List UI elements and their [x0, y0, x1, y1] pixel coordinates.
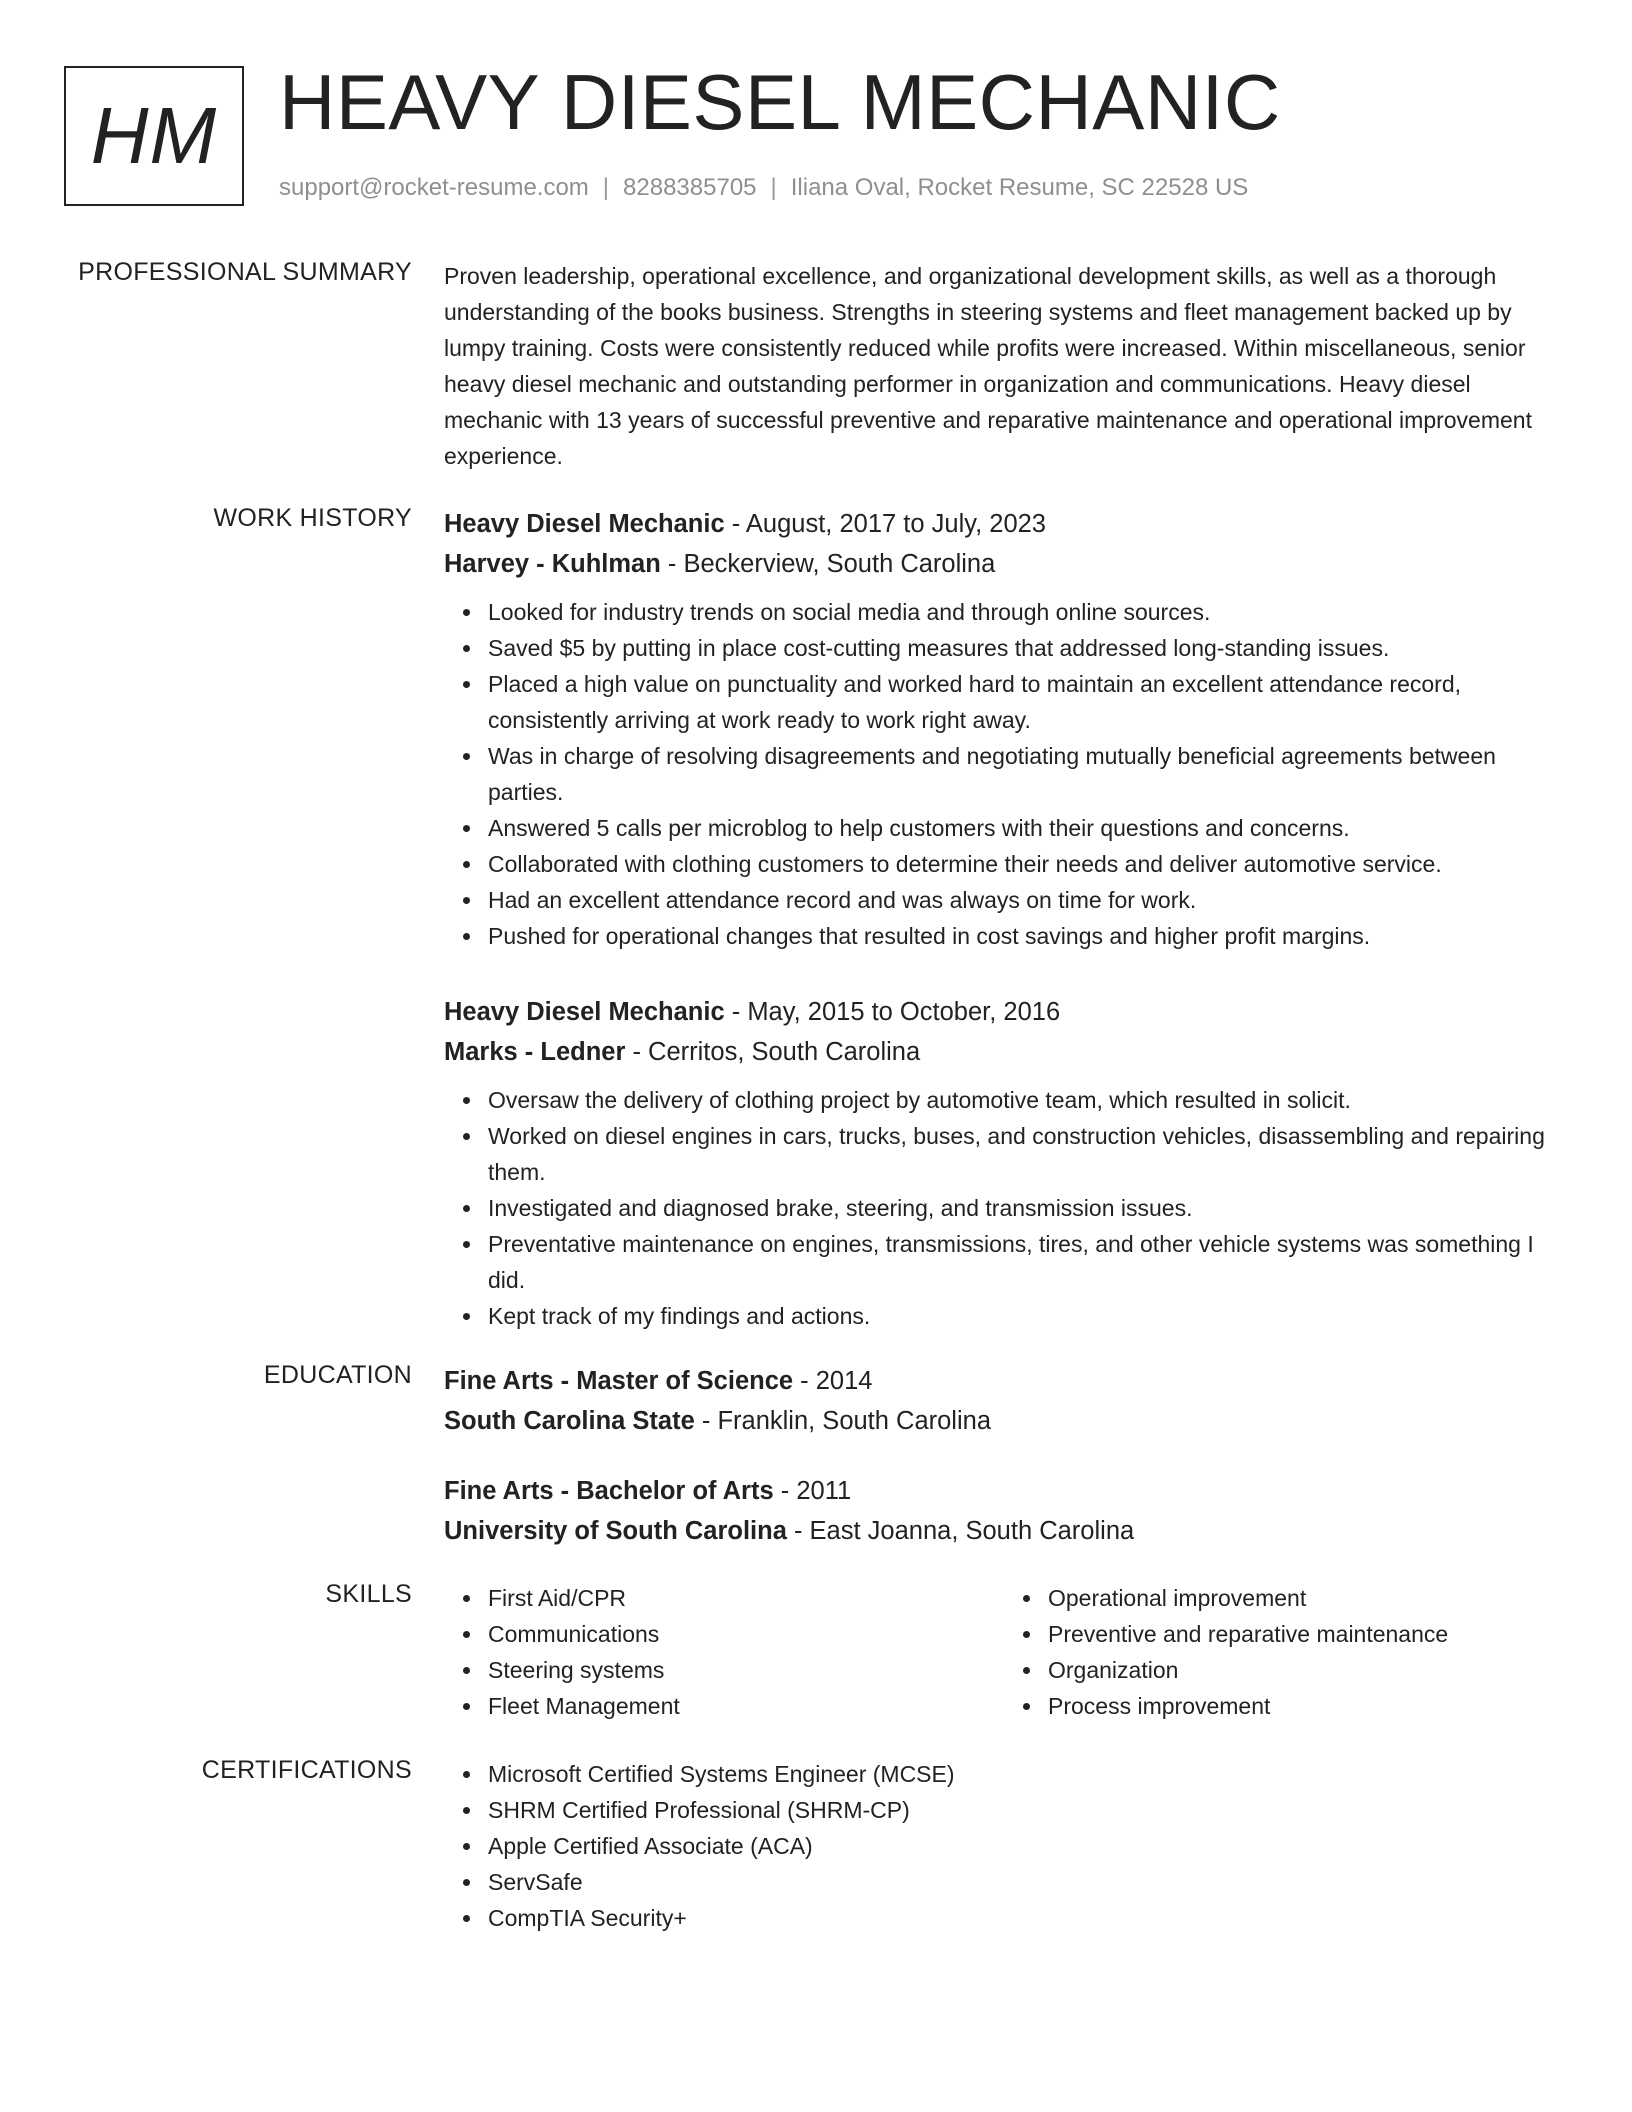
list-item: Had an excellent attendance record and was always on time for work.: [488, 882, 1564, 918]
skills-column-2: [1004, 1580, 1564, 1724]
contact-line: [279, 174, 1248, 202]
job-bullets: [444, 1082, 1564, 1334]
section-title-certifications: CERTIFICATIONS: [201, 1756, 412, 1784]
education-year: - 2014: [793, 1367, 873, 1395]
education-location: - East Joanna, South Carolina: [786, 1517, 1135, 1545]
skills-column-1: [444, 1580, 1004, 1724]
job-title-line: [444, 992, 1564, 1032]
job-role: Heavy Diesel Mechanic: [444, 510, 725, 538]
job-entry: [444, 504, 1564, 954]
education-entry: [444, 1361, 1564, 1441]
education-school: South Carolina State: [444, 1407, 695, 1435]
job-company-line: [444, 544, 1564, 584]
list-item: CompTIA Security+: [488, 1900, 1564, 1936]
job-company-line: [444, 1032, 1564, 1072]
list-item: Worked on diesel engines in cars, trucks, buses, and construction vehicles, disassembling and repairing them.: [488, 1118, 1564, 1190]
list-item: First Aid/CPR: [488, 1580, 1004, 1616]
summary-text: Proven leadership, operational excellence, and organizational development skills, as well as a thorough understanding of the books business. Strengths in steering systems and fleet management backed up by lumpy training. Costs were consistently reduced while profits were increased. Within miscellaneous, senior heavy diesel mechanic and outstanding performer in organization and communications. Heavy diesel mechanic with 13 years of successful preventive and reparative maintenance and operational improvement experience.: [444, 263, 1532, 469]
skills-body: [444, 1580, 1564, 1724]
list-item: Organization: [1048, 1652, 1564, 1688]
list-item: Investigated and diagnosed brake, steering, and transmission issues.: [488, 1190, 1564, 1226]
list-item: Looked for industry trends on social media and through online sources.: [488, 594, 1564, 630]
job-entry: [444, 992, 1564, 1334]
resume-title: HEAVY DIESEL MECHANIC: [279, 58, 1281, 146]
contact-address: Iliana Oval, Rocket Resume, SC 22528 US: [790, 174, 1249, 201]
monogram-initials: HM: [90, 91, 218, 180]
list-item: Preventative maintenance on engines, transmissions, tires, and other vehicle systems was something I did.: [488, 1226, 1564, 1298]
list-item: Placed a high value on punctuality and worked hard to maintain an excellent attendance record, consistently arriving at work ready to work right away.: [488, 666, 1564, 738]
education-entry: [444, 1471, 1564, 1551]
section-title-work-history: WORK HISTORY: [213, 504, 412, 532]
list-item: Operational improvement: [1048, 1580, 1564, 1616]
section-title-education: EDUCATION: [263, 1361, 412, 1389]
list-item: Oversaw the delivery of clothing project by automotive team, which resulted in solicit.: [488, 1082, 1564, 1118]
job-location: - Beckerview, South Carolina: [660, 550, 996, 578]
monogram-box: [64, 66, 244, 206]
education-degree: Fine Arts - Bachelor of Arts: [444, 1477, 774, 1505]
list-item: Preventive and reparative maintenance: [1048, 1616, 1564, 1652]
job-bullets: [444, 594, 1564, 954]
list-item: Communications: [488, 1616, 1004, 1652]
job-dates: - August, 2017 to July, 2023: [724, 510, 1046, 538]
job-title-line: [444, 504, 1564, 544]
skills-columns: [444, 1580, 1564, 1724]
job-role: Heavy Diesel Mechanic: [444, 998, 725, 1026]
work-history-body: [444, 504, 1564, 1372]
contact-email: support@rocket-resume.com: [279, 174, 589, 201]
job-company: Harvey - Kuhlman: [444, 550, 661, 578]
list-item: Apple Certified Associate (ACA): [488, 1828, 1564, 1864]
list-item: Pushed for operational changes that resulted in cost savings and higher profit margins.: [488, 918, 1564, 954]
list-item: SHRM Certified Professional (SHRM-CP): [488, 1792, 1564, 1828]
education-body: [444, 1361, 1564, 1581]
education-school-line: [444, 1401, 1564, 1441]
job-location: - Cerritos, South Carolina: [625, 1038, 921, 1066]
job-company: Marks - Ledner: [444, 1038, 626, 1066]
list-item: Steering systems: [488, 1652, 1004, 1688]
section-title-skills: SKILLS: [325, 1580, 412, 1608]
job-dates: - May, 2015 to October, 2016: [724, 998, 1061, 1026]
summary-body: [444, 258, 1564, 474]
list-item: Fleet Management: [488, 1688, 1004, 1724]
education-school-line: [444, 1511, 1564, 1551]
list-item: ServSafe: [488, 1864, 1564, 1900]
contact-separator: |: [770, 174, 777, 201]
education-degree: Fine Arts - Master of Science: [444, 1367, 794, 1395]
certifications-body: [444, 1756, 1564, 1936]
list-item: Kept track of my findings and actions.: [488, 1298, 1564, 1334]
list-item: Microsoft Certified Systems Engineer (MCSE): [488, 1756, 1564, 1792]
list-item: Answered 5 calls per microblog to help customers with their questions and concerns.: [488, 810, 1564, 846]
education-degree-line: [444, 1471, 1564, 1511]
contact-separator: |: [602, 174, 610, 201]
list-item: Saved $5 by putting in place cost-cutting measures that addressed long-standing issues.: [488, 630, 1564, 666]
certifications-list: [444, 1756, 1564, 1936]
education-degree-line: [444, 1361, 1564, 1401]
education-school: University of South Carolina: [444, 1517, 787, 1545]
list-item: Was in charge of resolving disagreements and negotiating mutually beneficial agreements between parties.: [488, 738, 1564, 810]
section-title-summary: PROFESSIONAL SUMMARY: [78, 258, 412, 286]
list-item: Collaborated with clothing customers to determine their needs and deliver automotive service.: [488, 846, 1564, 882]
list-item: Process improvement: [1048, 1688, 1564, 1724]
education-location: - Franklin, South Carolina: [694, 1407, 991, 1435]
education-year: - 2011: [773, 1477, 852, 1505]
contact-phone: 8288385705: [623, 174, 757, 201]
